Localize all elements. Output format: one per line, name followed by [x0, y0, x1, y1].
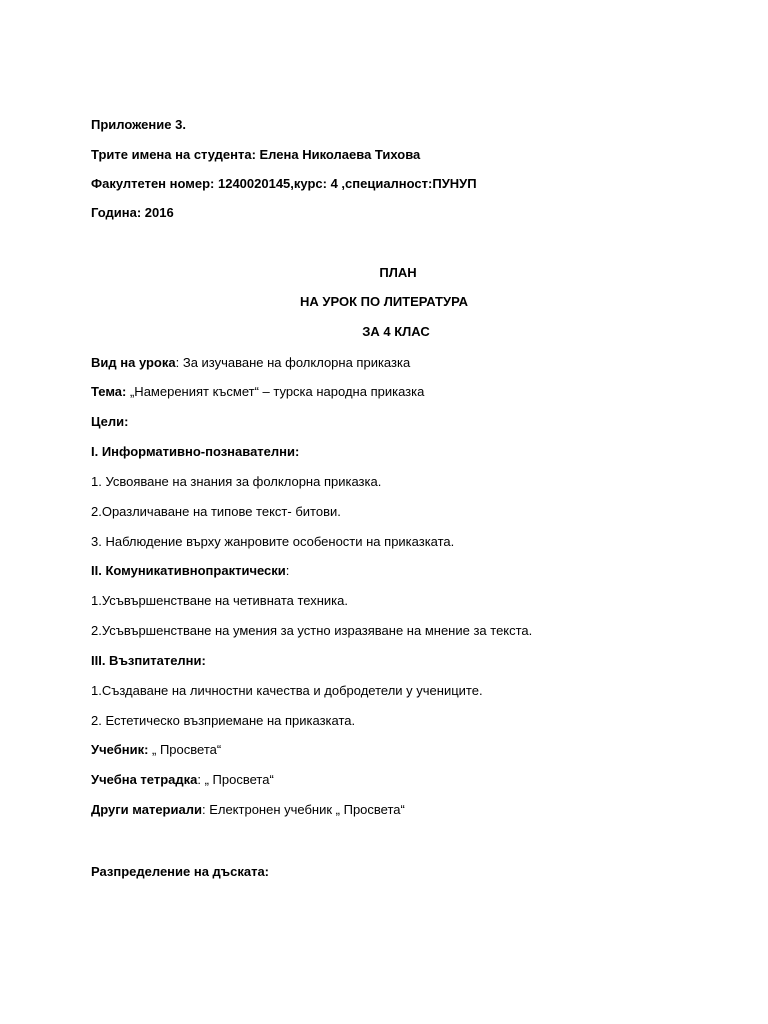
- list-item: 2.Усъвършенстване на умения за устно изразяване на мнение за текста.: [91, 623, 533, 638]
- list-item: 1. Усвояване на знания за фолклорна приказка.: [91, 474, 382, 489]
- section2-heading-suffix: :: [285, 563, 290, 578]
- lesson-topic-label: Тема:: [91, 384, 127, 399]
- goals-label: Цели:: [91, 414, 129, 429]
- textbook: [91, 742, 221, 758]
- textbook-label: Учебник:: [91, 742, 149, 757]
- title-plan: ПЛАН: [379, 265, 417, 280]
- other-materials-label: Други материали: [91, 802, 202, 817]
- list-item: 1.Създаване на личностни качества и добродетели у учениците.: [91, 683, 483, 698]
- lesson-type-label: Вид на урока: [91, 355, 176, 370]
- section2-heading-text: II. Комуникативнопрактически: [91, 563, 286, 578]
- list-item: 2.Оразличаване на типове текст- битови.: [91, 504, 341, 519]
- lesson-topic: [91, 384, 424, 400]
- board-layout-label: Разпределение на дъската:: [91, 864, 270, 879]
- lesson-type: [91, 355, 410, 371]
- lesson-type-value: : За изучаване на фолклорна приказка: [175, 355, 411, 370]
- list-item: 2. Естетическо възприемане на приказката.: [91, 713, 356, 728]
- title-grade: ЗА 4 КЛАС: [362, 324, 430, 339]
- workbook-label: Учебна тетрадка: [91, 772, 198, 787]
- section3-heading: III. Възпитателни:: [91, 653, 206, 668]
- workbook: [91, 772, 274, 788]
- list-item: 1.Усъвършенстване на четивната техника.: [91, 593, 348, 608]
- title-lesson: НА УРОК ПО ЛИТЕРАТУРА: [300, 294, 468, 309]
- other-materials: [91, 802, 405, 818]
- other-materials-value: : Електронен учебник „ Просвета“: [201, 802, 405, 817]
- year: Година: 2016: [91, 205, 174, 220]
- section1-heading: I. Информативно-познавателни:: [91, 444, 300, 459]
- faculty-number: Факултетен номер: 1240020145,курс: 4 ,специалност:ПУНУП: [91, 176, 477, 191]
- lesson-topic-value: „Намереният късмет“ – турска народна приказка: [126, 384, 425, 399]
- appendix-label: Приложение 3.: [91, 117, 186, 132]
- textbook-value: „ Просвета“: [148, 742, 222, 757]
- student-name: Трите имена на студента: Елена Николаева Тихова: [91, 147, 421, 162]
- list-item: 3. Наблюдение върху жанровите особености на приказката.: [91, 534, 455, 549]
- section2-heading: [91, 563, 289, 579]
- workbook-value: : „ Просвета“: [197, 772, 274, 787]
